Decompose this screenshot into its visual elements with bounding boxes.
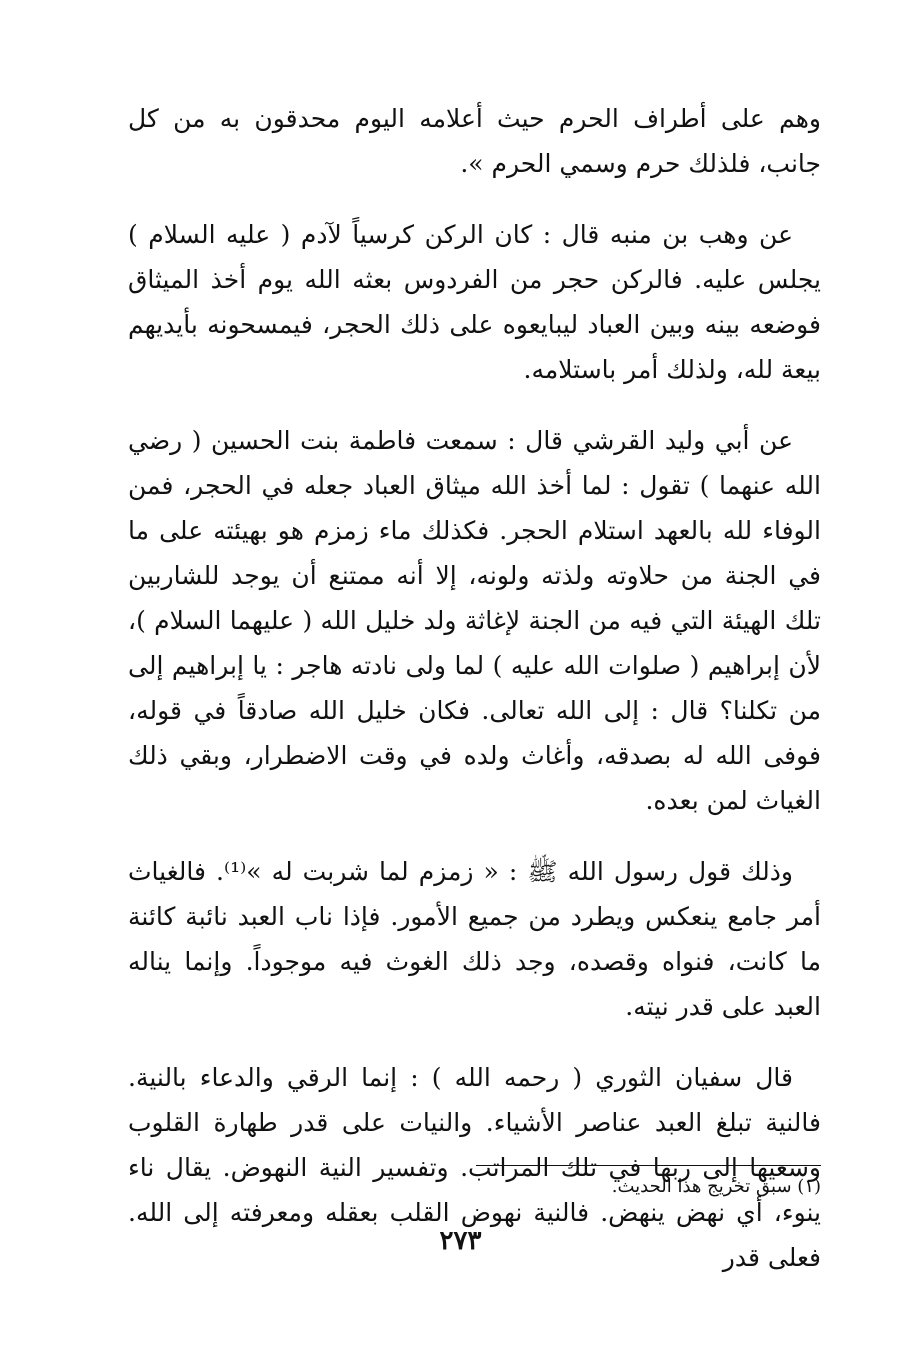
paragraph-1: وهم على أطراف الحرم حيث أعلامه اليوم محدقون به من كل جانب، فلذلك حرم وسمي الحرم ». — [128, 104, 821, 178]
footnote: (١) سبق تخريج هذا الحديث. — [611, 1176, 821, 1197]
paragraph-3: عن أبي وليد القرشي قال : سمعت فاطمة بنت الحسين ( رضي الله عنهما ) تقول : لما أخذ الله ميثاق العباد جعله في الحجر، فمن الوفاء لله بالعهد استلام الحجر. فكذلك ماء زمزم هو بهيئته على ما في الجنة من حلاوته ولذته ولونه، إلا أنه ممتنع أن يوجد للشاربين تلك الهيئة التي فيه من الجنة لإغاثة ولد خليل الله ( عليهما السلام )، لأن إبراهيم ( صلوات الله عليه ) لما ولى نادته هاجر : يا إبراهيم إلى من تكلنا؟ قال : إلى الله تعالى. فكان خليل الله صادقاً في قوله، فوفى الله له بصدقه، وأغاث ولده في وقت الاضطرار، وبقي ذلك الغياث لمن بعده. — [128, 426, 821, 815]
body-text — [128, 96, 821, 1306]
footnote-divider — [476, 1165, 821, 1166]
page-number: ٢٧٣ — [439, 1226, 482, 1256]
paragraph-4: وذلك قول رسول الله ﷺ : « زمزم لما شربت له »⁽¹⁾. فالغياث أمر جامع ينعكس ويطرد من جميع الأمور. فإذا ناب العبد نائبة كائنة ما كانت، فنواه وقصده، وجد ذلك الغوث فيه موجوداً. وإنما يناله العبد على قدر نيته. — [128, 857, 821, 1021]
paragraph-5: قال سفيان الثوري ( رحمه الله ) : إنما الرقي والدعاء بالنية. فالنية تبلغ العبد عناصر الأشياء. والنيات على قدر طهارة القلوب وسعيها إلى ربها في تلك المراتب. وتفسير النية النهوض. يقال ناء ينوء، أي نهض ينهض. فالنية نهوض القلب بعقله ومعرفته إلى الله. فعلى قدر — [128, 1063, 821, 1272]
paragraph-2: عن وهب بن منبه قال : كان الركن كرسياً لآدم ( عليه السلام ) يجلس عليه. فالركن حجر من الفردوس بعثه الله يوم أخذ الميثاق فوضعه بينه وبين العباد ليبايعوه على ذلك الحجر، فيمسحونه بأيديهم بيعة لله، ولذلك أمر باستلامه. — [128, 220, 821, 384]
